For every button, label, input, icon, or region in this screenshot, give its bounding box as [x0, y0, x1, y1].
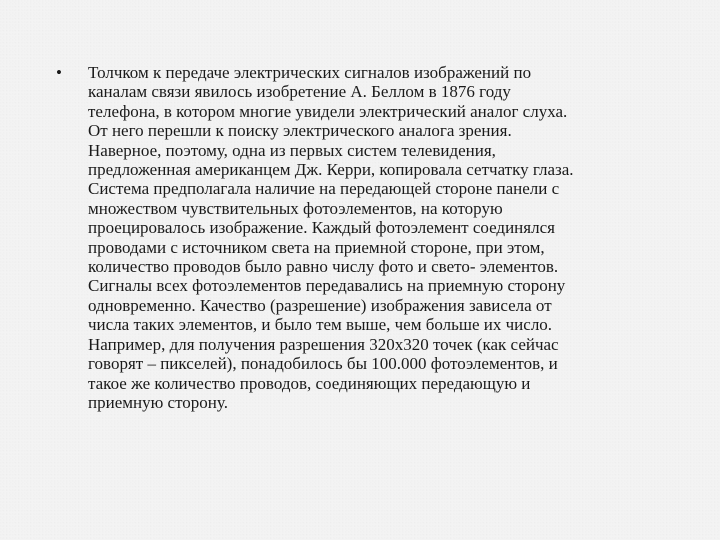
- text-line: множеством чувствительных фотоэлементов, на которую: [88, 198, 503, 218]
- body-paragraph: [88, 63, 686, 412]
- text-line: одновременно. Качество (разрешение) изображения зависела от: [88, 295, 552, 315]
- text-line: проецировалось изображение. Каждый фотоэлемент соединялся: [88, 218, 555, 238]
- text-line: говорят – пикселей), понадобилось бы 100.000 фотоэлементов, и: [88, 354, 558, 374]
- text-line: Сигналы всех фотоэлементов передавались на приемную сторону: [88, 276, 566, 296]
- text-line: Система предполагала наличие на передающей стороне панели с: [88, 179, 560, 199]
- text-line: числа таких элементов, и было тем выше, чем больше их число.: [88, 315, 553, 335]
- text-line: телефона, в котором многие увидели электрический аналог слуха.: [88, 101, 568, 121]
- text-line: приемную сторону.: [88, 392, 228, 412]
- text-line: количество проводов было равно числу фото и свето- элементов.: [88, 257, 559, 277]
- text-line: такое же количество проводов, соединяющих передающую и: [88, 373, 531, 393]
- text-line: Толчком к передаче электрических сигналов изображений по: [88, 63, 532, 82]
- bullet-marker: •: [56, 63, 62, 82]
- text-line: проводами с источником света на приемной стороне, при этом,: [88, 237, 545, 257]
- text-line: От него перешли к поиску электрического аналога зрения.: [88, 121, 512, 141]
- text-line: предложенная американцем Дж. Керри, копировала сетчатку глаза.: [88, 160, 574, 180]
- text-line: Наверное, поэтому, одна из первых систем телевидения,: [88, 140, 496, 160]
- text-line: каналам связи явилось изобретение А. Беллом в 1876 году: [88, 82, 511, 102]
- text-line: Например, для получения разрешения 320х320 точек (как сейчас: [88, 334, 559, 354]
